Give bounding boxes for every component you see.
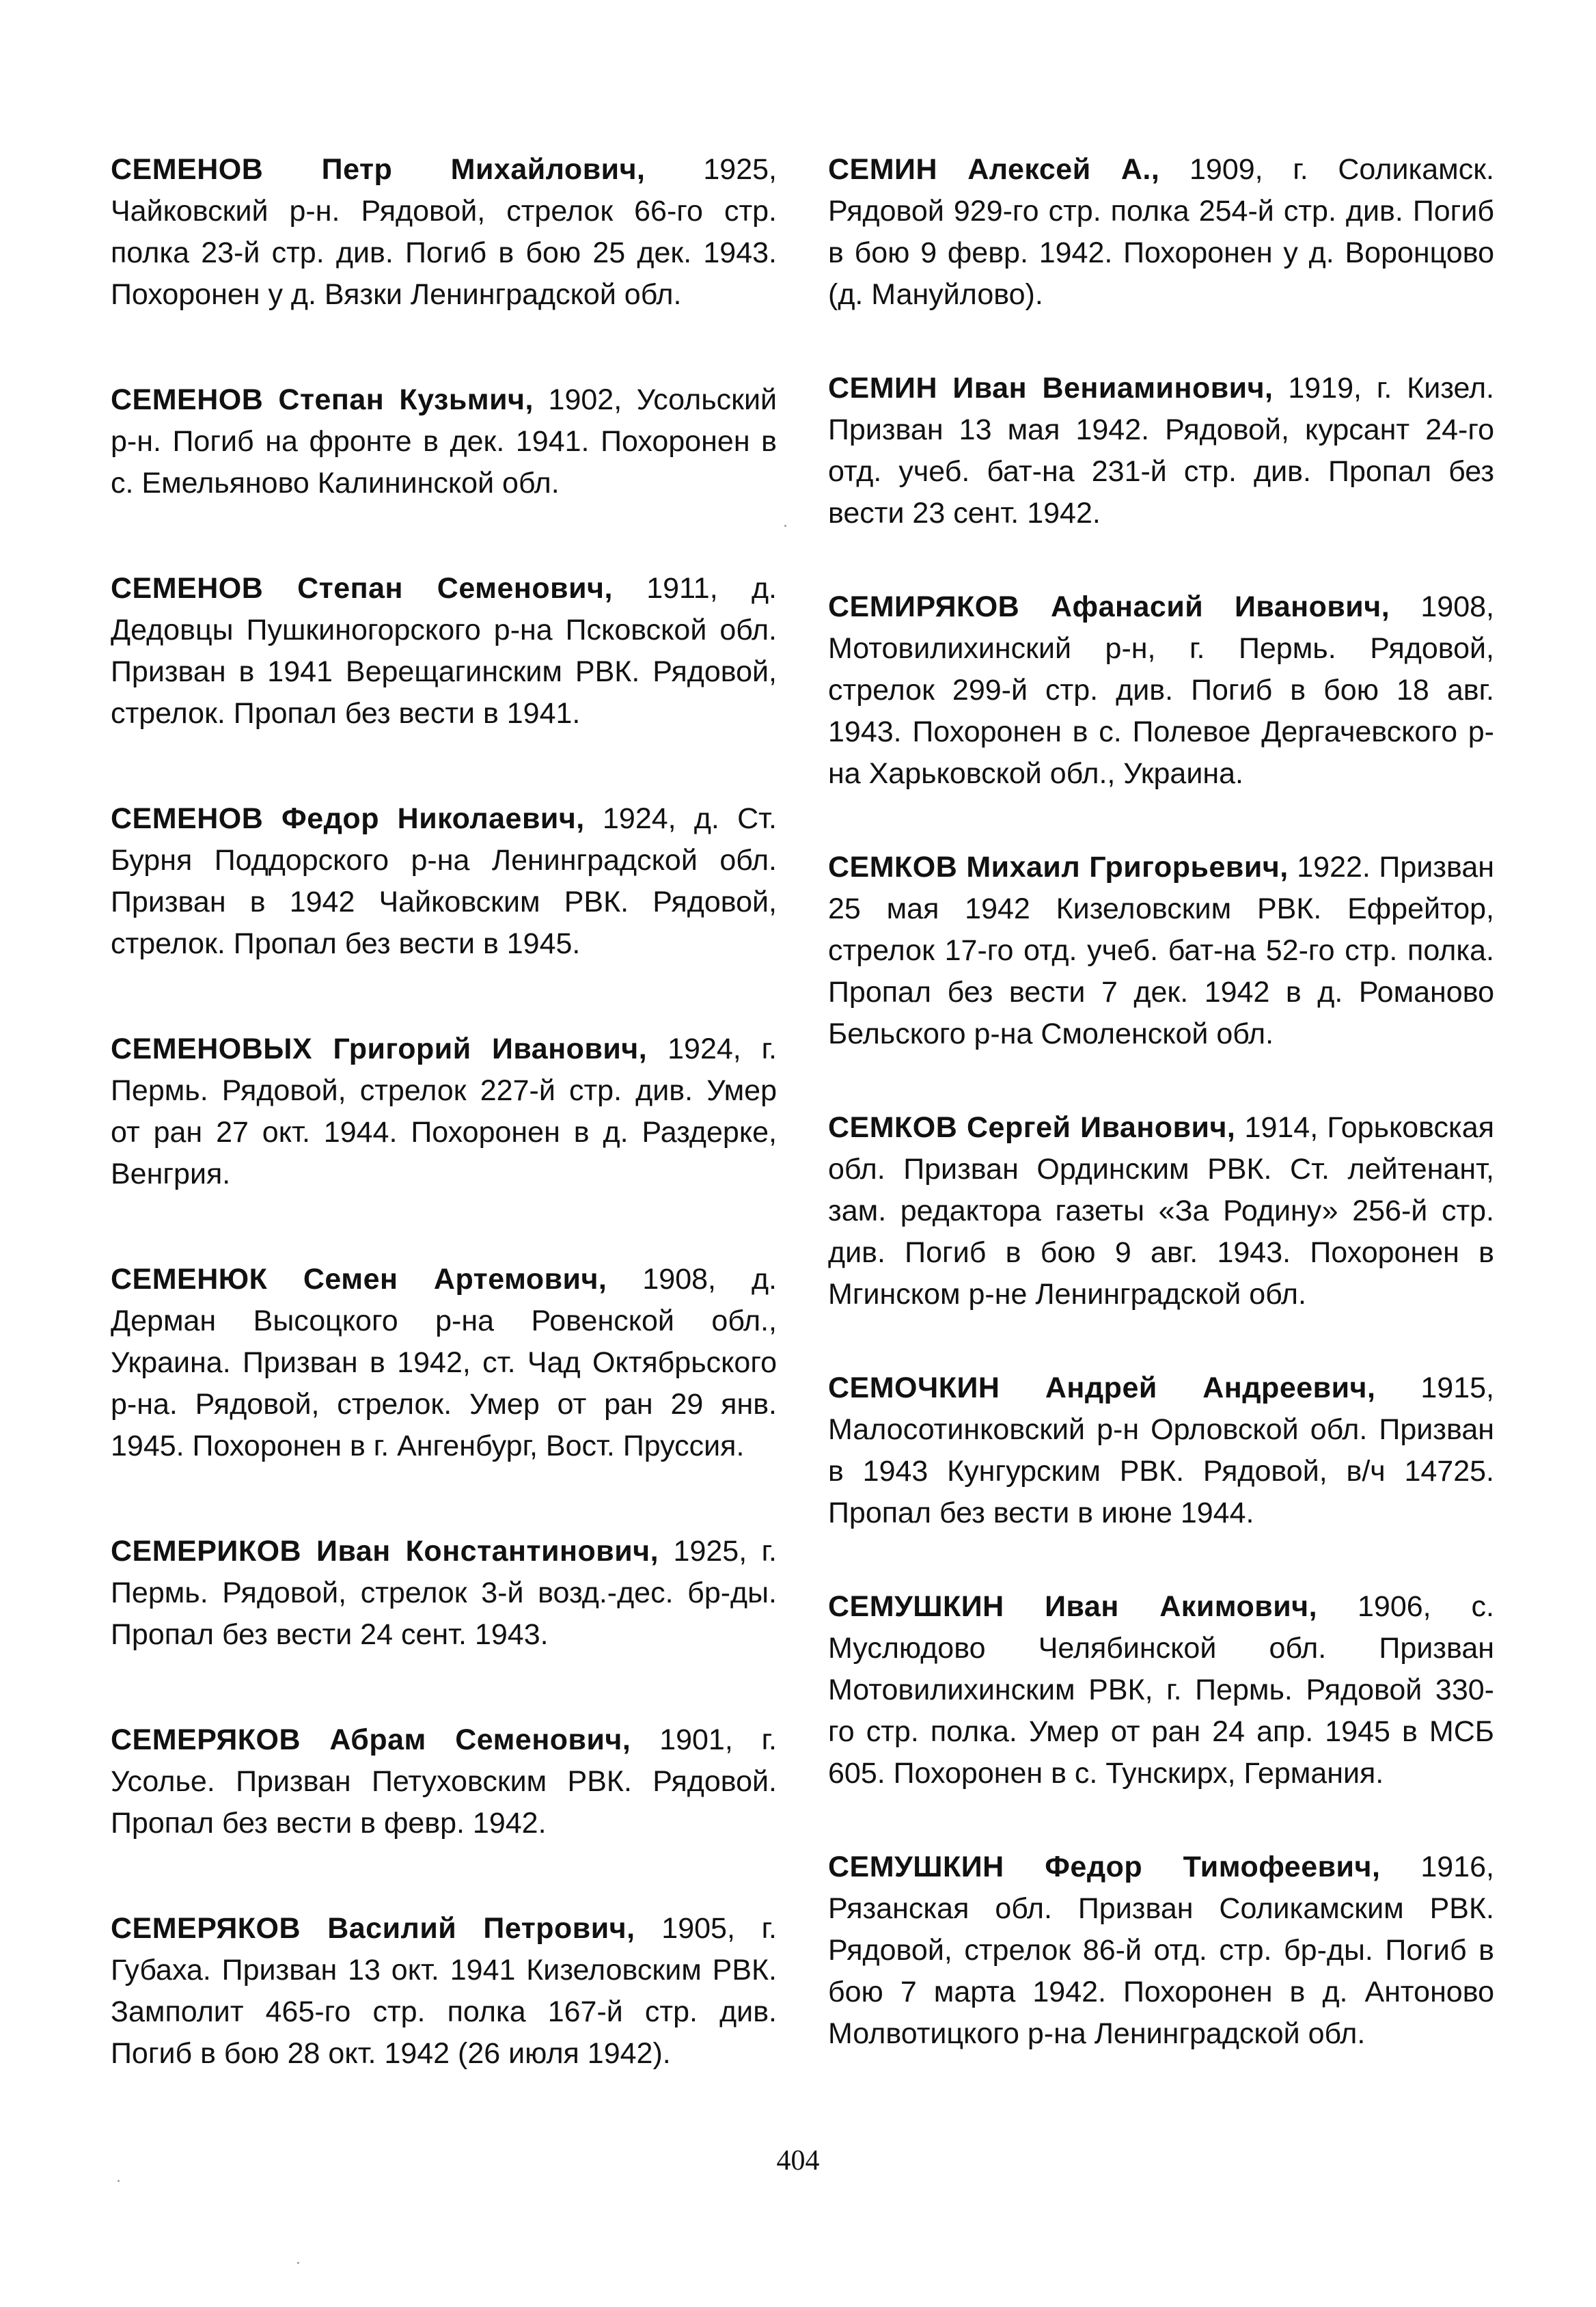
entry (828, 1846, 1494, 2055)
entry-name: СЕМЕНОВЫХ Григорий Иванович, (111, 1033, 648, 1065)
entry-text: 1919, г. Кизел. Призван 13 мая 1942. Рядовой, курсант 24-го отд. учеб. бат-на 231-й стр. див. Пропал без вести 23 сент. 1942. (828, 372, 1494, 530)
entry (111, 1908, 777, 2075)
entry (111, 379, 777, 504)
entry (828, 847, 1494, 1055)
entry (111, 1531, 777, 1656)
entry-text: 1916, Рязанская обл. Призван Соликамским РВК. Рядовой, стрелок 86-й отд. стр. бр-ды. Погиб в бою 7 марта 1942. Похоронен в д. Антоново Молвотицкого р-на Ленинградской обл. (828, 1851, 1494, 2050)
entry-name: СЕМИН Иван Вениаминович, (828, 372, 1274, 405)
right-column (828, 149, 1494, 2107)
entry-name: СЕМОЧКИН Андрей Андреевич, (828, 1371, 1376, 1404)
entry (828, 1367, 1494, 1534)
entry-text: 1909, г. Соликамск. Рядовой 929-го стр. полка 254-й стр. див. Погиб в бою 9 февр. 1942. Похоронен у д. Воронцово (д. Мануйлово). (828, 153, 1494, 311)
scan-speck (784, 525, 786, 527)
entry-name: СЕМКОВ Сергей Иванович, (828, 1111, 1236, 1144)
entry-text: 1915, Малосотинковский р-н Орловской обл. Призван в 1943 Кунгурским РВК. Рядовой, в/ч 14725. Пропал без вести в июне 1944. (828, 1371, 1494, 1529)
entry-text: 1911, д. Дедовцы Пушкиногорского р-на Псковской обл. Призван в 1941 Верещагинским РВК. Рядовой, стрелок. Пропал без вести в 1941. (111, 572, 777, 730)
entry-text: 1906, с. Муслюдово Челябинской обл. Призван Мотовилихинским РВК, г. Пермь. Рядовой 330-го стр. полка. Умер от ран 24 апр. 1945 в МСБ 605. Похоронен в с. Тунскирх, Германия. (828, 1590, 1495, 1790)
entry-name: СЕМЕНОВ Петр Михайлович, (111, 153, 646, 186)
entry-name: СЕМКОВ Михаил Григорьевич, (828, 851, 1289, 884)
entry-text: 1905, г. Губаха. Призван 13 окт. 1941 Кизеловским РВК. Замполит 465-го стр. полка 167-й стр. див. Погиб в бою 28 окт. 1942 (26 июля 1942). (111, 1912, 778, 2070)
entry-name: СЕМИН Алексей А., (828, 153, 1160, 186)
entry-text: 1908, д. Дерман Высоцкого р-на Ровенской обл., Украина. Призван в 1942, ст. Чад Октябрьского р-на. Рядовой, стрелок. Умер от ран 29 янв. 1945. Похоронен в г. Ангенбург, Вост. Пруссия. (111, 1263, 777, 1462)
entry-name: СЕМИРЯКОВ Афанасий Иванович, (828, 590, 1390, 623)
entry-text: 1922. Призван 25 мая 1942 Кизеловским РВК. Ефрейтор, стрелок 17-го отд. учеб. бат-на 52-го стр. полка. Пропал без вести 7 дек. 1942 в д. Романово Бельского р-на Смоленской обл. (828, 851, 1494, 1050)
entry-text: 1925, г. Пермь. Рядовой, стрелок 3-й возд.-дес. бр-ды. Пропал без вести 24 сент. 1943. (111, 1535, 777, 1651)
entry-name: СЕМУШКИН Федор Тимофеевич, (828, 1851, 1381, 1883)
entry (828, 1107, 1494, 1315)
entry-name: СЕМЕНЮК Семен Артемович, (111, 1263, 607, 1296)
entry-name: СЕМЕРЯКОВ Абрам Семенович, (111, 1723, 631, 1756)
entry-name: СЕМЕНОВ Федор Николаевич, (111, 802, 585, 835)
entry-text: 1925, Чайковский р-н. Рядовой, стрелок 66-го стр. полка 23-й стр. див. Погиб в бою 25 дек. 1943. Похоронен у д. Вязки Ленинградской обл. (111, 153, 777, 311)
scan-speck (297, 2262, 299, 2264)
entry (111, 1028, 777, 1195)
entry-text: 1908, Мотовилихинский р-н, г. Пермь. Рядовой, стрелок 299-й стр. див. Погиб в бою 18 авг. 1943. Похоронен в с. Полевое Дергачевского р-на Харьковской обл., Украина. (828, 590, 1494, 790)
entry (828, 586, 1494, 795)
entry-text: 1902, Усольский р-н. Погиб на фронте в дек. 1941. Похоронен в с. Емельяново Калининской обл. (111, 383, 777, 500)
entry-name: СЕМУШКИН Иван Акимович, (828, 1590, 1318, 1623)
entry-name: СЕМЕРИКОВ Иван Константинович, (111, 1535, 659, 1568)
page-number: 404 (776, 2145, 820, 2176)
entry (111, 798, 777, 965)
entry (828, 368, 1494, 534)
entry-text: 1914, Горьковская обл. Призван Ординским РВК. Ст. лейтенант, зам. редактора газеты «За Родину» 256-й стр. див. Погиб в бою 9 авг. 1943. Похоронен в Мгинском р-не Ленинградской обл. (828, 1111, 1494, 1311)
entry (111, 149, 777, 316)
entry (828, 149, 1494, 316)
entry-name: СЕМЕНОВ Степан Кузьмич, (111, 383, 534, 416)
entry (111, 1719, 777, 1844)
entry-name: СЕМЕРЯКОВ Василий Петрович, (111, 1912, 635, 1945)
scan-speck (118, 2180, 120, 2182)
left-column (111, 149, 777, 2138)
entry-text: 1924, г. Пермь. Рядовой, стрелок 227-й стр. див. Умер от ран 27 окт. 1944. Похоронен в д. Раздерке, Венгрия. (111, 1033, 777, 1190)
entry (828, 1586, 1494, 1794)
entry (111, 568, 777, 735)
entry-text: 1924, д. Ст. Бурня Поддорского р-на Ленинградской обл. Призван в 1942 Чайковским РВК. Рядовой, стрелок. Пропал без вести в 1945. (111, 802, 778, 960)
entry-name: СЕМЕНОВ Степан Семенович, (111, 572, 613, 605)
entry (111, 1259, 777, 1467)
entry-text: 1901, г. Усолье. Призван Петуховским РВК. Рядовой. Пропал без вести в февр. 1942. (111, 1723, 778, 1840)
